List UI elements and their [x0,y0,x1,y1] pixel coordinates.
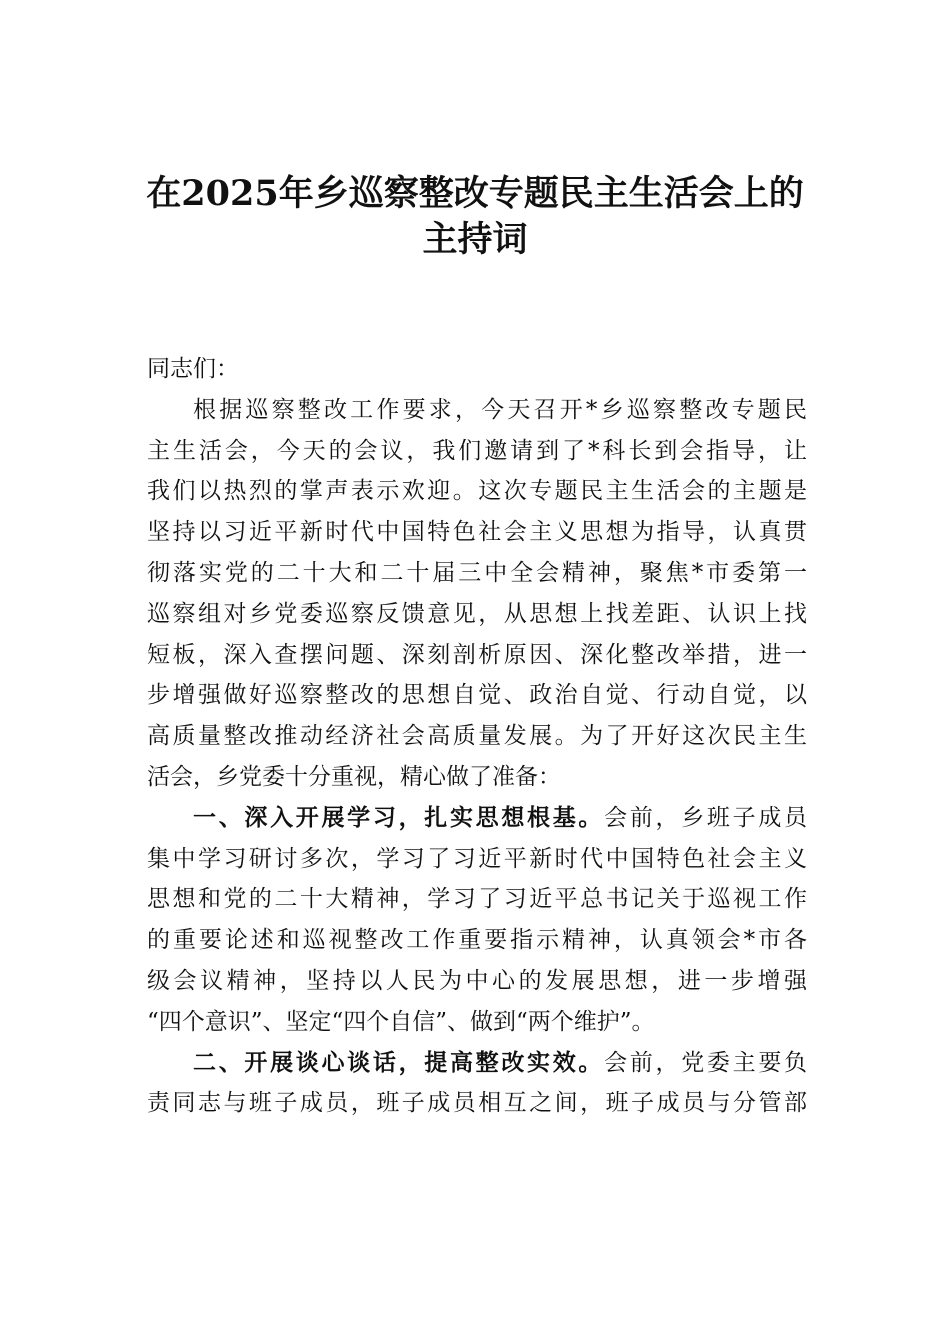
intro-line: 坚持以习近平新时代中国特色社会主义思想为指导，认真贯 [147,519,807,546]
section-1-heading: 一、深入开展学习，扎实思想根基。 [193,804,605,831]
intro-line: 我们以热烈的掌声表示欢迎。这次专题民主生活会的主题是 [147,478,807,505]
section-1-first-line [147,798,807,839]
section-1-line: 思想和党的二十大精神，学习了习近平总书记关于巡视工作 [147,886,807,913]
intro-line: 活会，乡党委十分重视，精心做了准备： [147,763,561,790]
section-1-line: 集中学习研讨多次，学习了习近平新时代中国特色社会主义 [147,845,807,872]
intro-line: 根据巡察整改工作要求，今天召开*乡巡察整改专题民 [193,396,807,423]
document-title-line-2: 主持词 [422,219,528,260]
section-2-heading: 二、开展谈心谈话，提高整改实效。 [193,1049,605,1076]
section-2-first-line [147,1043,807,1084]
intro-line: 短板，深入查摆问题、深刻剖析原因、深化整改举措，进一 [147,641,807,668]
section-1-line: “四个意识”、坚定“四个自信”、做到“两个维护”。 [147,1008,655,1035]
section-1-line: 级会议精神，坚持以人民为中心的发展思想，进一步增强 [147,967,807,994]
section-2-line: 责同志与班子成员，班子成员相互之间，班子成员与分管部 [147,1090,807,1117]
section-1-line: 的重要论述和巡视整改工作重要指示精神，认真领会*市各 [147,927,807,954]
intro-line: 巡察组对乡党委巡察反馈意见，从思想上找差距、认识上找 [147,600,807,627]
document-title-line-1: 在2025年乡巡察整改专题民主生活会上的 [146,173,804,214]
section-2-first-line-text: 会前，党委主要负 [604,1049,807,1076]
intro-line: 主生活会，今天的会议，我们邀请到了*科长到会指导，让 [147,437,807,464]
intro-line: 彻落实党的二十大和二十届三中全会精神，聚焦*市委第一 [147,559,807,586]
intro-line: 步增强做好巡察整改的思想自觉、政治自觉、行动自觉，以 [147,682,807,709]
section-1-first-line-text: 会前，乡班子成员 [604,804,807,831]
intro-line: 高质量整改推动经济社会高质量发展。为了开好这次民主生 [147,723,807,750]
salutation: 同志们： [147,356,239,382]
document-body [147,349,807,1124]
